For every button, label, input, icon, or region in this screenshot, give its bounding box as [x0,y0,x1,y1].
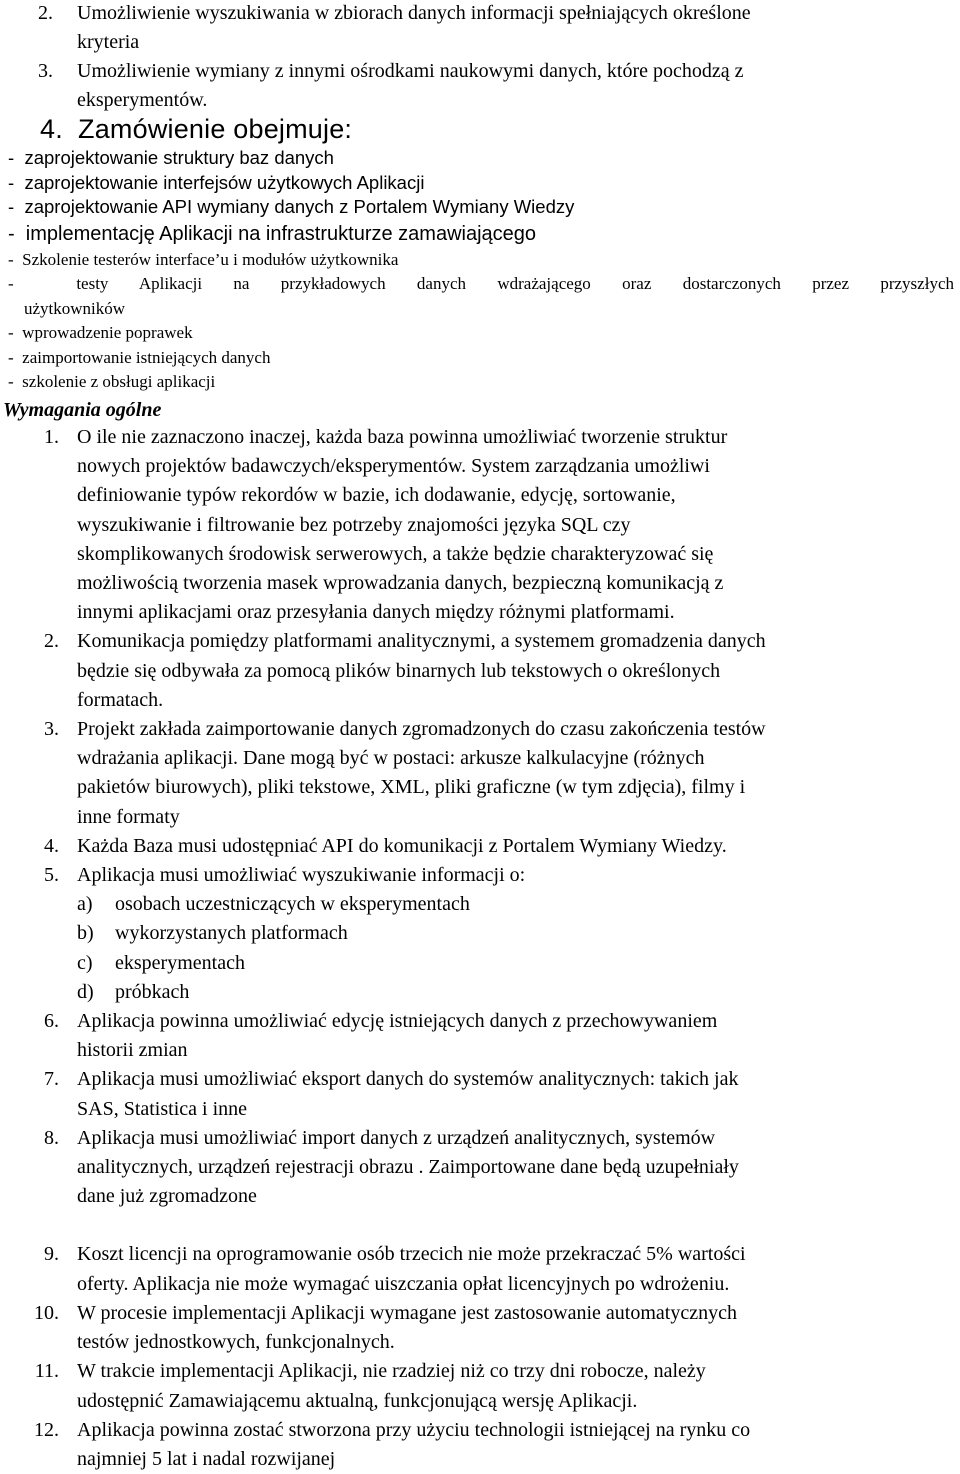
requirement-item: 6. Aplikacja powinna umożliwiać edycję istniejących danych z przechowywaniem historii zmian [0,1007,947,1065]
requirement-item: 11. W trakcie implementacji Aplikacji, nie rzadziej niż co trzy dni robocze, należy udostępnić Zamawiającemu aktualną, funkcjonującą wersję Aplikacji. [0,1357,947,1415]
top-item-line: Umożliwienie wyszukiwania w zbiorach danych informacji spełniających określone [77,2,751,24]
requirement-item: 5. Aplikacja musi umożliwiać wyszukiwanie informacji o: [0,861,947,890]
requirement-item: 9. Koszt licencji na oprogramowanie osób trzecich nie może przekraczać 5% wartości oferty. Aplikacja nie może wymagać uiszczania opłat licencyjnych po wdrożeniu. [0,1240,947,1298]
requirement-subitem: b) wykorzystanych platformach [0,919,960,948]
requirement-item: 3. Projekt zakłada zaimportowanie danych zgromadzonych do czasu zakończenia testów wdrażania aplikacji. Dane mogą być w postaci: arkusze kalkulacyjne (różnych pakietów biurowych), pliki tekstowe, XML, pliki graficzne (w tym zdjęcia), filmy i inne formaty [0,715,947,832]
top-item-line: kryteria [77,31,140,53]
subitem-letter: b) [77,922,94,945]
order-item: - Szkolenie testerów interface’u i modułów użytkownika [8,249,399,269]
order-item: - zaimportowanie istniejących danych [8,347,271,367]
top-item-3 [0,57,960,115]
section-heading: Wymagania ogólne [3,399,162,421]
order-item: - implementację Aplikacji na infrastrukturze zamawiającego [8,222,537,245]
requirement-item: 7. Aplikacja musi umożliwiać eksport danych do systemów analitycznych: takich jak SAS, Statistica i inne [0,1065,947,1123]
subitem-letter: a) [77,893,93,916]
requirement-number: 5. [44,864,59,887]
subitem-letter: d) [77,980,94,1003]
order-item: - zaprojektowanie interfejsów użytkowych Aplikacji [8,171,425,193]
requirement-number: 4. [44,834,59,857]
requirement-number: 12. [34,1418,59,1441]
subitem-letter: c) [77,951,93,974]
requirement-number: 3. [44,718,59,741]
requirement-number: 1. [44,426,59,448]
requirement-item: 8. Aplikacja musi umożliwiać import danych z urządzeń analitycznych, systemów analitycznych, urządzeń rejestracji obrazu . Zaimportowane dane będą uzupełniały dane już zgromadzone [0,1124,947,1212]
requirement-number: 11. [34,1360,59,1383]
order-heading [40,113,352,145]
requirement-item: 1. O ile nie zaznaczono inaczej, każda baza powinna umożliwiać tworzenie struktur nowych projektów badawczych/eksperymentów. System zarządzania umożliwi definiowanie typów rekordów w bazie, ich dodawanie, edycję, sortowanie, wyszukiwanie i filtrowanie bez potrzeby znajomości języka SQL czy skomplikowanych środowisk serwerowych, a także będzie charakteryzować się możliwością tworzenia masek wprowadzania danych, bezpieczną komunikacją z innymi aplikacjami oraz przesyłania danych między różnymi platformami. [0,423,947,627]
order-title: Zamówienie obejmuje: [78,114,353,144]
top-item-number: 3. [38,60,53,82]
requirement-subitem: d) próbkach [0,978,960,1007]
requirement-subitem: a) osobach uczestniczących w eksperymentach [0,890,960,919]
order-item: - zaprojektowanie API wymiany danych z Portalem Wymiany Wiedzy [8,196,575,217]
requirements-list [0,423,960,1474]
order-item: - wprowadzenie poprawek [8,323,193,342]
requirement-item: 10. W procesie implementacji Aplikacji wymagane jest zastosowanie automatycznych testów jednostkowych, funkcjonalnych. [0,1299,947,1357]
order-number: 4. [40,114,63,144]
requirement-item: 4. Każda Baza musi udostępniać API do komunikacji z Portalem Wymiany Wiedzy. [0,832,947,861]
requirement-number: 9. [44,1243,59,1266]
requirement-number: 10. [34,1301,59,1324]
order-item: - testy Aplikacji na przykładowych danych wdrażającego oraz dostarczonych przez przyszłych [8,274,954,293]
requirement-item: 2. Komunikacja pomiędzy platformami analitycznymi, a systemem gromadzenia danych będzie się odbywała za pomocą plików binarnych lub tekstowych o określonych formatach. [0,627,947,715]
top-item-line: eksperymentów. [77,89,208,111]
order-item-continuation: użytkowników [24,298,126,318]
top-item-2 [0,0,960,57]
top-item-number: 2. [38,2,53,24]
requirement-number: 6. [44,1010,59,1033]
order-items-list [8,146,958,395]
requirement-subitem: c) eksperymentach [0,949,960,978]
order-item: - zaprojektowanie struktury baz danych [8,147,334,168]
order-item: - szkolenie z obsługi aplikacji [8,372,216,391]
top-item-line: Umożliwienie wymiany z innymi ośrodkami naukowymi danych, które pochodzą z [77,60,744,82]
requirement-item: 12. Aplikacja powinna zostać stworzona przy użyciu technologii istniejącej na rynku co najmniej 5 lat i nadal rozwijanej [0,1416,947,1474]
requirement-number: 8. [44,1126,59,1149]
requirement-number: 2. [44,630,59,653]
requirement-number: 7. [44,1068,59,1091]
